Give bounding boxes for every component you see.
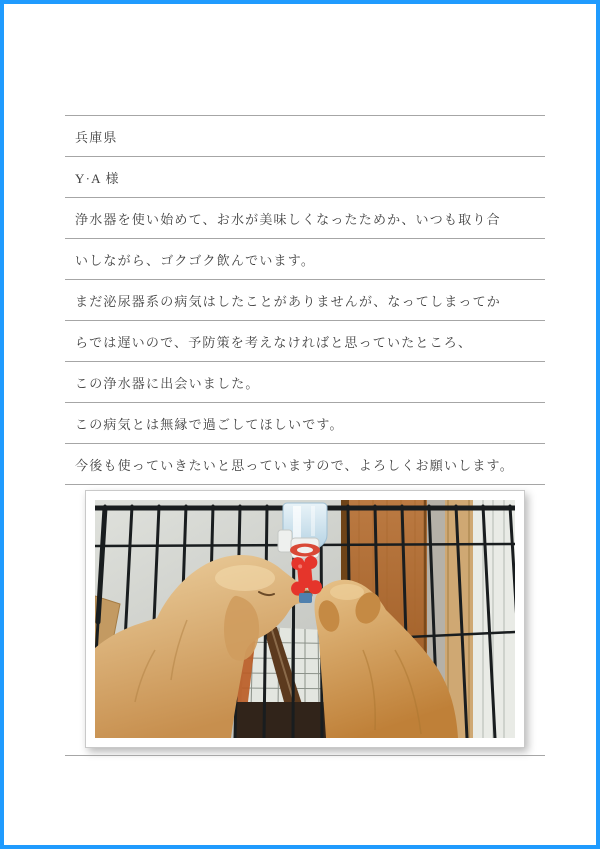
rule-line (65, 755, 545, 756)
testimonial-line (65, 402, 545, 443)
testimonial-line-text: この浄水器に出会いました。 (75, 376, 260, 391)
testimonial-line (65, 115, 545, 156)
testimonial-line (65, 443, 545, 484)
testimonial-line (65, 279, 545, 320)
testimonial-line-text: Y·A 様 (75, 171, 120, 186)
testimonial-line-text: 兵庫県 (75, 130, 118, 145)
testimonial-line-text: 今後も使っていきたいと思っていますので、よろしくお願いします。 (75, 458, 514, 473)
photo-frame (85, 490, 525, 748)
water-bottle (278, 503, 327, 558)
testimonial-line (65, 320, 545, 361)
dogs-photo-illustration (95, 500, 515, 738)
testimonial-line-text: らでは遅いので、予防策を考えなければと思っていたところ、 (75, 335, 473, 350)
testimonial-line (65, 238, 545, 279)
testimonial-line-text: まだ泌尿器系の病気はしたことがありませんが、なってしまってか (75, 294, 502, 309)
testimonial-line-text: いしながら、ゴクゴク飲んでいます。 (75, 253, 316, 268)
testimonial-line-text: 浄水器を使い始めて、お水が美味しくなったためか、いつも取り合 (75, 212, 501, 227)
nozzle (299, 593, 312, 603)
rule-line (65, 484, 545, 485)
testimonial-line (65, 361, 545, 402)
testimonial-line-text: この病気とは無縁で過ごしてほしいです。 (75, 417, 344, 432)
testimonial-line (65, 156, 545, 197)
testimonial-line (65, 197, 545, 238)
testimonial-lines (65, 115, 545, 485)
